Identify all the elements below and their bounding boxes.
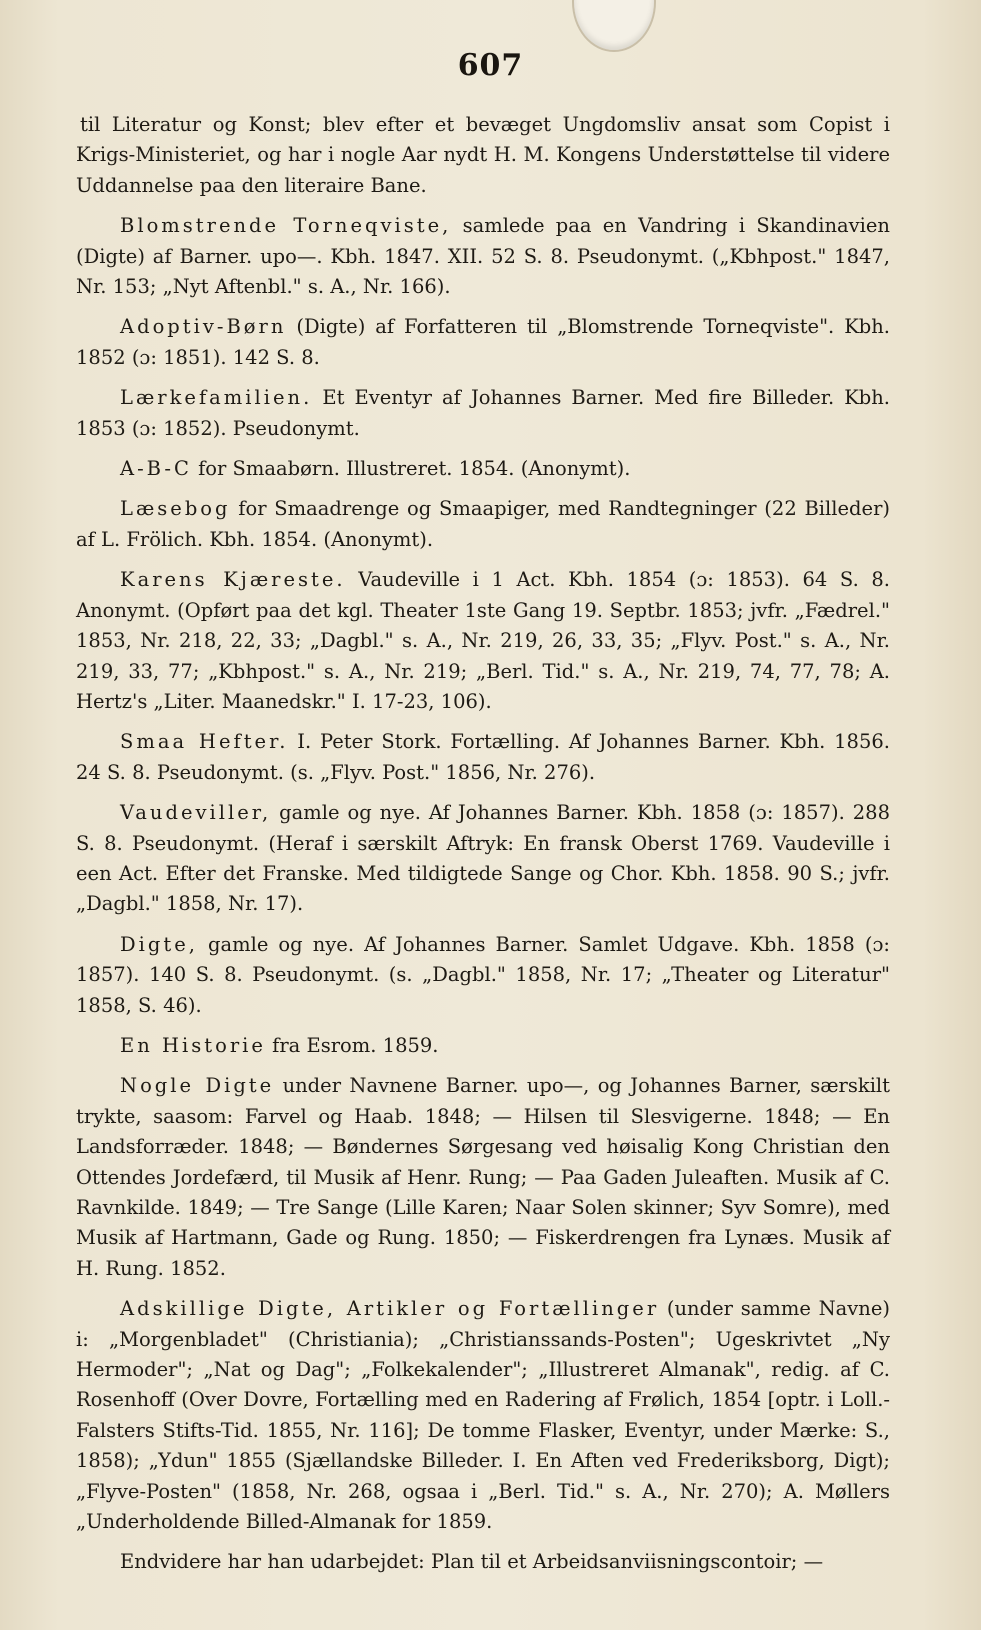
bibliography-entry bbox=[76, 727, 890, 788]
bibliography-entry bbox=[76, 1294, 890, 1537]
bibliography-entry bbox=[76, 930, 890, 1021]
entry-body: under Navnene Barner. upo—, og Johannes Barner, særskilt trykte, saasom: Farvel og Haab. 1848; — Hilsen til Slesvigerne. 1848; — En Landsforræder. 1848; — Bøndernes Sørgesang ved høisalig Kong Christian den Ottendes Jordefærd, til Musik af Henr. Rung; — Paa Gaden Juleaften. Musik af C. Ravnkilde. 1849; — Tre Sange (Lille Karen; Naar Solen skinner; Syv Somre), med Musik af Hartmann, Gade og Rung. 1850; — Fiskerdrengen fra Lynæs. Musik af H. Rung. 1852. bbox=[76, 1074, 891, 1280]
entry-title: Lærkefamilien. bbox=[120, 386, 313, 410]
bibliography-entry bbox=[76, 1031, 890, 1061]
entry-body: Vaudeville i 1 Act. Kbh. 1854 (ɔ: 1853). 64 S. 8. Anonymt. (Opført paa det kgl. Theater 1ste Gang 19. Septbr. 1853; jvfr. „Fædrel." 1853, Nr. 218, 22, 33; „Dagbl." s. A., Nr. 219, 26, 33, 35; „Flyv. Post." s. A., Nr. 219, 33, 77; „Kbhpost." s. A., Nr. 219; „Berl. Tid." s. A., Nr. 219, 74, 77, 78; A. Hertz's „Liter. Maanedskr." I. 17-23, 106). bbox=[76, 568, 890, 713]
entry-body: (Digte) af Forfatteren til „Blomstrende Torneqviste". Kbh. 1852 (ɔ: 1851). 142 S. 8. bbox=[76, 315, 890, 369]
entry-body: I. Peter Stork. Fortælling. Af Johannes Barner. Kbh. 1856. 24 S. 8. Pseudonymt. (s. „Flyv. Post." 1856, Nr. 276). bbox=[76, 730, 890, 784]
bibliography-entry bbox=[76, 1071, 890, 1284]
bibliography-entry bbox=[76, 211, 890, 302]
entry-title: Blomstrende Torneqviste, bbox=[120, 214, 452, 238]
entry-body: Endvidere har han udarbejdet: Plan til et Arbeidsanviisningscontoir; — bbox=[120, 1550, 824, 1574]
entry-body: Et Eventyr af Johannes Barner. Med fire Billeder. Kbh. 1853 (ɔ: 1852). Pseudonymt. bbox=[76, 386, 890, 440]
entry-title: Læsebog bbox=[120, 497, 231, 521]
entry-body: for Smaadrenge og Smaapiger, med Randtegninger (22 Billeder) af L. Frölich. Kbh. 1854. (Anonymt). bbox=[76, 497, 890, 551]
entry-body: gamle og nye. Af Johannes Barner. Kbh. 1858 (ɔ: 1857). 288 S. 8. Pseudonymt. (Heraf i særskilt Aftryk: En fransk Oberst 1769. Vaudeville i een Act. Efter det Franske. Med tildigtede Sange og Chor. Kbh. 1858. 90 S.; jvfr. „Dagbl." 1858, Nr. 17). bbox=[76, 801, 890, 916]
page-number: 607 bbox=[457, 48, 524, 83]
entry-body: til Literatur og Konst; blev efter et bevæget Ungdomsliv ansat som Copist i Krigs-Ministeriet, og har i nogle Aar nydt H. M. Kongens Understøttelse til videre Uddannelse paa den literaire Bane. bbox=[76, 113, 890, 197]
entry-title: Digte, bbox=[120, 932, 198, 956]
entry-title: Adoptiv-Børn bbox=[120, 315, 287, 339]
page-text bbox=[76, 110, 890, 1588]
entry-title: Karens Kjæreste. bbox=[120, 568, 346, 592]
bibliography-entry bbox=[76, 494, 890, 555]
entry-title: Vaudeviller, bbox=[120, 801, 272, 825]
entry-title: A-B-C bbox=[120, 457, 192, 481]
bibliography-entry bbox=[76, 383, 890, 444]
entry-title: Smaa Hefter. bbox=[120, 730, 289, 754]
closing-paragraph bbox=[76, 1547, 890, 1577]
entry-title: En Historie bbox=[120, 1033, 266, 1057]
bibliography-entry bbox=[76, 798, 890, 920]
bibliography-entry bbox=[76, 565, 890, 717]
bio-paragraph bbox=[76, 110, 890, 201]
entry-body: for Smaabørn. Illustreret. 1854. (Anonymt). bbox=[191, 457, 631, 481]
entry-body: samlede paa en Vandring i Skandinavien (Digte) af Barner. upo—. Kbh. 1847. XII. 52 S. 8. Pseudonymt. („Kbhpost." 1847, Nr. 153; „Nyt Aftenbl." s. A., Nr. 166). bbox=[76, 214, 890, 299]
entry-body: (under samme Navne) i: „Morgenbladet" (Christiania); „Christianssands-Posten"; Ugeskrivtet „Ny Hermoder"; „Nat og Dag"; „Folkekalender"; „Illustreret Almanak", redig. af C. Rosenhoff (Over Dovre, Fortælling med en Radering af Frølich, 1854 [optr. i Loll.-Falsters Stifts-Tid. 1855, Nr. 116]; De tomme Flasker, Eventyr, under Mærke: S., 1858); „Ydun" 1855 (Sjællandske Billeder. I. En Aften ved Frederiksborg, Digt); „Flyve-Posten" (1858, Nr. 268, ogsaa i „Berl. Tid." s. A., Nr. 270); A. Møllers „Underholdende Billed-Almanak for 1859. bbox=[76, 1297, 891, 1534]
page-notch bbox=[572, 0, 656, 52]
bibliography-entry bbox=[76, 454, 890, 484]
entry-title: Nogle Digte bbox=[120, 1074, 275, 1098]
entry-title: Adskillige Digte, Artikler og Fortællinger bbox=[120, 1297, 660, 1321]
entry-body: gamle og nye. Af Johannes Barner. Samlet Udgave. Kbh. 1858 (ɔ: 1857). 140 S. 8. Pseudonymt. (s. „Dagbl." 1858, Nr. 17; „Theater og Literatur" 1858, S. 46). bbox=[76, 932, 890, 1017]
entry-body: fra Esrom. 1859. bbox=[265, 1033, 439, 1057]
bibliography-entry bbox=[76, 312, 890, 373]
